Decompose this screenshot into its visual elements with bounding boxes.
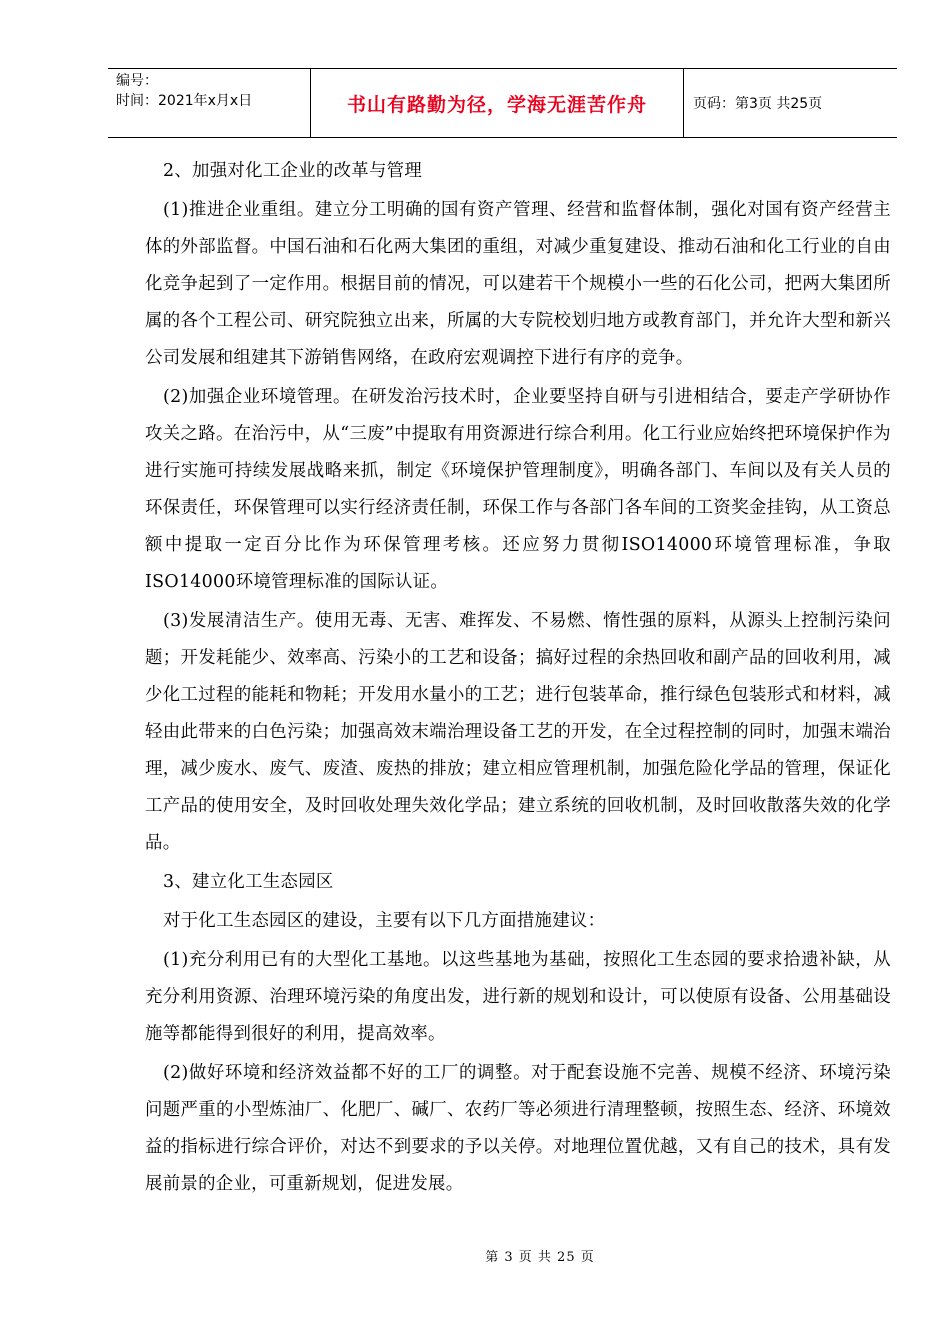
document-body xyxy=(145,153,891,1205)
document-number-label: 编号： xyxy=(116,73,158,89)
document-time-label: 时间：2021年x月x日 xyxy=(116,93,253,109)
header-motto: 书山有路勤为径，学海无涯苦作舟 xyxy=(346,93,647,116)
paragraph-adjust-factories: (2)做好环境和经济效益都不好的工厂的调整。对于配套设施不完善、规模不经济、环境污染问题严重的小型炼油厂、化肥厂、碱厂、农药厂等必须进行清理整顿，按照生态、经济、环境效益的指标进行综合评价，对达不到要求的予以关停。对地理位置优越，又有自己的技术，具有发展前景的企业，可重新规划，促进发展。 xyxy=(145,1063,891,1194)
header-page-cell xyxy=(684,69,897,137)
page-footer: 第 3 页 共 25 页 xyxy=(485,1250,595,1265)
paragraph-use-existing-bases: (1)充分利用已有的大型化工基地。以这些基地为基础，按照化工生态园的要求拾遗补缺，从充分利用资源、治理环境污染的角度出发，进行新的规划和设计，可以使原有设备、公用基础设施等都能得到很好的利用，提高效率。 xyxy=(145,950,891,1044)
header-meta-cell xyxy=(108,69,310,137)
paragraph-clean-production: (3)发展清洁生产。使用无毒、无害、难挥发、不易燃、惰性强的原料，从源头上控制污染问题；开发耗能少、效率高、污染小的工艺和设备；搞好过程的余热回收和副产品的回收利用，减少化工过程的能耗和物耗；开发用水量小的工艺；进行包装革命，推行绿色包装形式和材料，减轻由此带来的白色污染；加强高效末端治理设备工艺的开发，在全过程控制的同时，加强末端治理，减少废水、废气、废渣、废热的排放；建立相应管理机制，加强危险化学品的管理，保证化工产品的使用安全，及时回收处理失效化学品；建立系统的回收机制，及时回收散落失效的化学品。 xyxy=(145,611,891,853)
section-heading-2: 2、加强对化工企业的改革与管理 xyxy=(163,161,423,181)
header-motto-cell xyxy=(310,69,684,137)
paragraph-intro-measures: 对于化工生态园区的建设，主要有以下几方面措施建议： xyxy=(163,911,606,931)
paragraph-enterprise-reorganization: (1)推进企业重组。建立分工明确的国有资产管理、经营和监督体制，强化对国有资产经营主体的外部监督。中国石油和石化两大集团的重组，对减少重复建设、推动石油和化工行业的自由化竞争起到了一定作用。根据目前的情况，可以建若干个规模小一些的石化公司，把两大集团所属的各个工程公司、研究院独立出来，所属的大专院校划归地方或教育部门，并允许大型和新兴公司发展和组建其下游销售网络，在政府宏观调控下进行有序的竞争。 xyxy=(145,200,891,368)
paragraph-environment-management: (2)加强企业环境管理。在研发治污技术时，企业要坚持自研与引进相结合，要走产学研协作攻关之路。在治污中，从“三废”中提取有用资源进行综合利用。化工行业应始终把环境保护作为进行实施可持续发展战略来抓，制定《环境保护管理制度》，明确各部门、车间以及有关人员的环保责任，环保管理可以实行经济责任制，环保工作与各部门各车间的工资奖金挂钩，从工资总额中提取一定百分比作为环保管理考核。还应努力贯彻ISO14000环境管理标准，争取ISO14000环境管理标准的国际认证。 xyxy=(145,387,891,592)
section-heading-3: 3、建立化工生态园区 xyxy=(163,872,334,892)
header-table xyxy=(108,68,897,138)
header-page-info: 页码：第3页 共25页 xyxy=(693,96,823,112)
